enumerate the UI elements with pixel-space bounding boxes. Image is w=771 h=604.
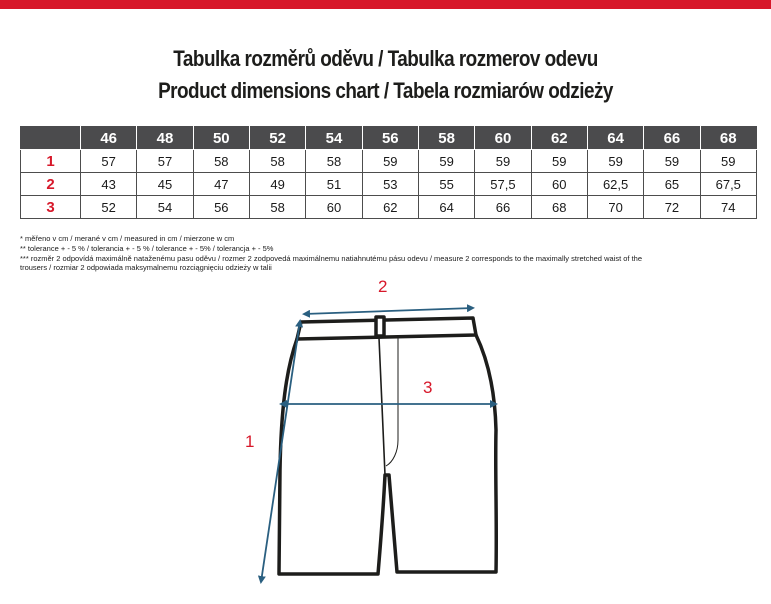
size-header: 68 (700, 127, 756, 150)
size-header: 66 (644, 127, 700, 150)
table-cell: 52 (81, 196, 137, 219)
table-cell: 65 (644, 173, 700, 196)
table-cell: 68 (531, 196, 587, 219)
table-cell: 60 (306, 196, 362, 219)
footnote-measured: * měřeno v cm / merané v cm / measured in cm / mierzone w cm (20, 234, 235, 243)
table-cell: 51 (306, 173, 362, 196)
table-cell: 67,5 (700, 173, 756, 196)
table-cell: 62 (362, 196, 418, 219)
table-cell: 57,5 (475, 173, 531, 196)
table-cell: 57 (81, 150, 137, 173)
row-label: 2 (21, 173, 81, 196)
size-header: 58 (418, 127, 474, 150)
table-cell: 45 (137, 173, 193, 196)
size-header: 54 (306, 127, 362, 150)
footnote-waist: *** rozměr 2 odpovídá maximálně nataženému pasu oděvu / rozmer 2 zodpovedá maximálnemu natiahnutému pásu odevu / measure 2 corresponds to the maximally stretched waist of the (20, 253, 642, 263)
table-cell: 72 (644, 196, 700, 219)
size-header: 50 (193, 127, 249, 150)
shorts-outline (279, 317, 496, 574)
table-cell: 58 (249, 196, 305, 219)
shorts-body (279, 335, 496, 574)
arrow-waist (304, 308, 473, 314)
belt-loop (376, 317, 384, 336)
measure-3-label: 3 (423, 378, 433, 397)
table-cell: 66 (475, 196, 531, 219)
measure-2-label: 2 (378, 277, 388, 296)
table-cell: 70 (587, 196, 643, 219)
table-cell: 59 (700, 150, 756, 173)
table-cell: 59 (531, 150, 587, 173)
table-cell: 62,5 (587, 173, 643, 196)
size-header: 48 (137, 127, 193, 150)
chart-title-line-1: Tabulka rozměrů oděvu / Tabulka rozmerov odevu (173, 46, 598, 71)
table-cell: 58 (249, 150, 305, 173)
footnote-waist-cont: trousers / rozmiar 2 odpowiada maksymalnemu rozciągnięciu odzieży w talii (20, 263, 272, 273)
table-cell: 55 (418, 173, 474, 196)
table-cell: 53 (362, 173, 418, 196)
size-header: 60 (475, 127, 531, 150)
table-cell: 74 (700, 196, 756, 219)
table-cell: 60 (531, 173, 587, 196)
center-seam (379, 338, 385, 475)
size-header: 64 (587, 127, 643, 150)
table-cell: 59 (644, 150, 700, 173)
table-cell: 59 (418, 150, 474, 173)
size-header: 52 (249, 127, 305, 150)
table-cell: 58 (193, 150, 249, 173)
table-cell: 59 (587, 150, 643, 173)
table-cell: 43 (81, 173, 137, 196)
table-cell: 59 (475, 150, 531, 173)
size-header: 46 (81, 127, 137, 150)
measurement-arrows (261, 308, 496, 582)
size-header: 62 (531, 127, 587, 150)
table-cell: 64 (418, 196, 474, 219)
size-header: 56 (362, 127, 418, 150)
row-label: 3 (21, 196, 81, 219)
table-cell: 54 (137, 196, 193, 219)
table-cell: 47 (193, 173, 249, 196)
table-cell: 58 (306, 150, 362, 173)
row-label: 1 (21, 150, 81, 173)
table-cell: 59 (362, 150, 418, 173)
footnote-tolerance: ** tolerance + - 5 % / tolerancia + - 5 % / tolerance + - 5% / tolerancja + - 5% (20, 243, 274, 253)
table-cell: 57 (137, 150, 193, 173)
fly-stitch (386, 338, 398, 466)
measure-1-label: 1 (245, 432, 255, 451)
waistband (297, 318, 476, 339)
table-cell: 56 (193, 196, 249, 219)
chart-title-line-2: Product dimensions chart / Tabela rozmiarów odzieży (158, 78, 613, 103)
table-cell: 49 (249, 173, 305, 196)
